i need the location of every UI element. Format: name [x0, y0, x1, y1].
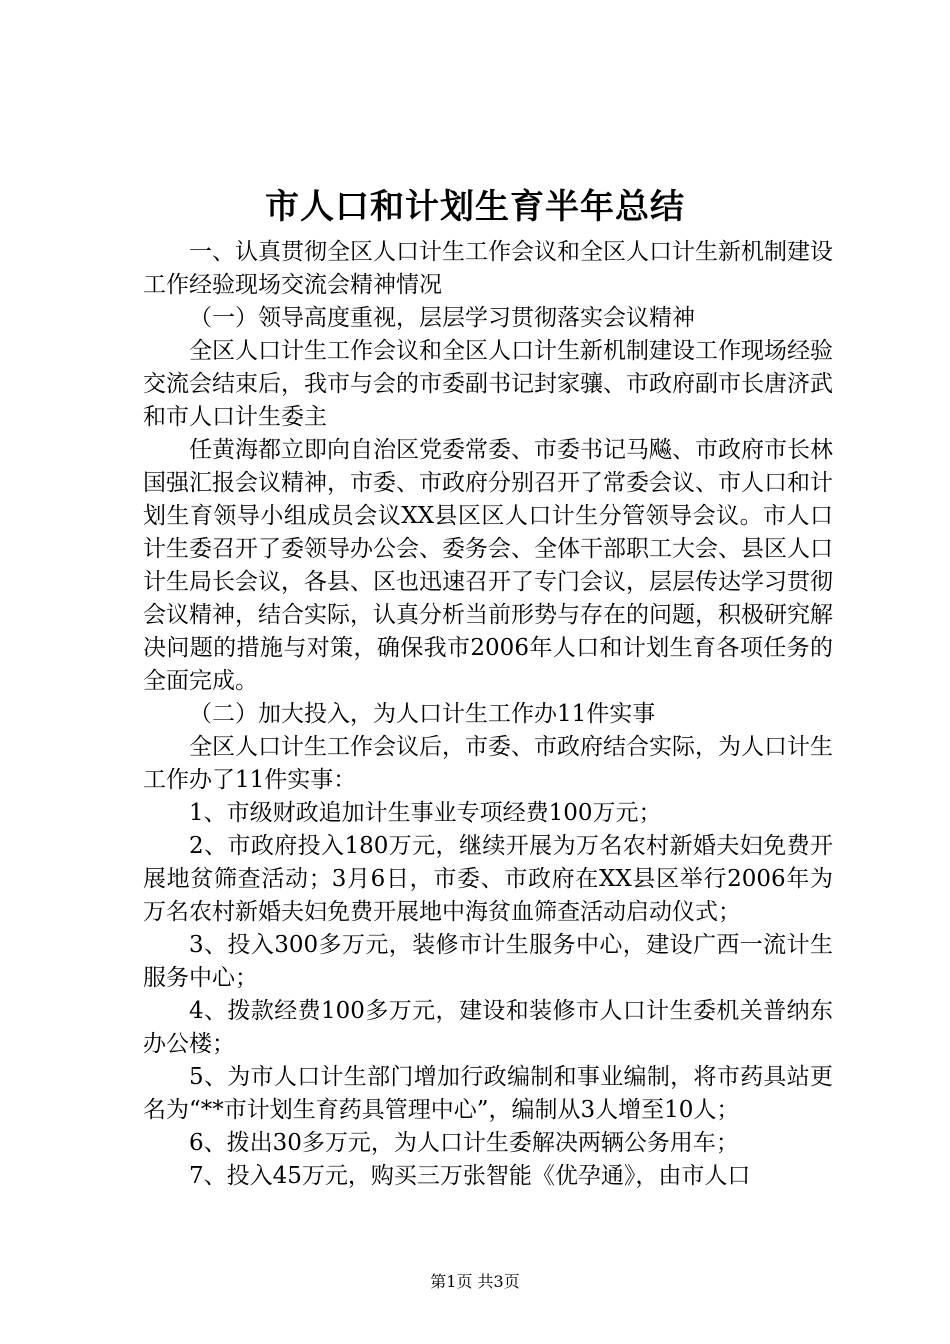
list-item: 1、市级财政追加计生事业专项经费100万元； [189, 800, 662, 826]
section-heading-1: 一、认真贯彻全区人口计生工作会议和全区人口计生新机制建设工作经验现场交流会精神情况 [143, 239, 833, 298]
list-item: 7、投入45万元，购买三万张智能《优孕通》，由市人口 [189, 1163, 751, 1189]
subsection-heading-1: （一）领导高度重视，层层学习贯彻落实会议精神 [189, 305, 695, 331]
page-indicator: 第1页 共3页 [430, 1272, 520, 1291]
body-paragraph: 全区人口计生工作会议和全区人口计生新机制建设工作现场经验交流会结束后，我市与会的市委副书记封家骧、市政府副市长唐济武和市人口计生委主 [143, 338, 833, 430]
list-item: 4、拨款经费100多万元，建设和装修市人口计生委机关普纳东办公楼； [143, 998, 833, 1057]
list-item: 3、投入300多万元，装修市计生服务中心，建设广西一流计生服务中心； [143, 932, 833, 991]
document-body [143, 236, 833, 1193]
body-paragraph: 全区人口计生工作会议后，市委、市政府结合实际，为人口计生工作办了11件实事： [143, 734, 833, 793]
list-item: 2、市政府投入180万元，继续开展为万名农村新婚夫妇免费开展地贫筛查活动；3月6日，市委、市政府在XX县区举行2006年为万名农村新婚夫妇免费开展地中海贫血筛查活动启动仪式； [143, 833, 833, 925]
document-title: 市人口和计划生育半年总结 [265, 187, 685, 227]
subsection-heading-2: （二）加大投入，为人口计生工作办11件实事 [189, 701, 656, 727]
body-paragraph: 任黄海都立即向自治区党委常委、市委书记马飚、市政府市长林国强汇报会议精神，市委、市政府分别召开了常委会议、市人口和计划生育领导小组成员会议XX县区区人口计生分管领导会议。市人口计生委召开了委领导办公会、委务会、全体干部职工大会、县区人口计生局长会议，各县、区也迅速召开了专门会议，层层传达学习贯彻会议精神，结合实际，认真分析当前形势与存在的问题，积极研究解决问题的措施与对策，确保我市2006年人口和计划生育各项任务的全面完成。 [143, 437, 833, 694]
list-item: 6、拨出30多万元，为人口计生委解决两辆公务用车； [189, 1130, 739, 1156]
list-item: 5、为市人口计生部门增加行政编制和事业编制，将市药具站更名为“**市计划生育药具管理中心”，编制从3人增至10人； [143, 1064, 833, 1123]
